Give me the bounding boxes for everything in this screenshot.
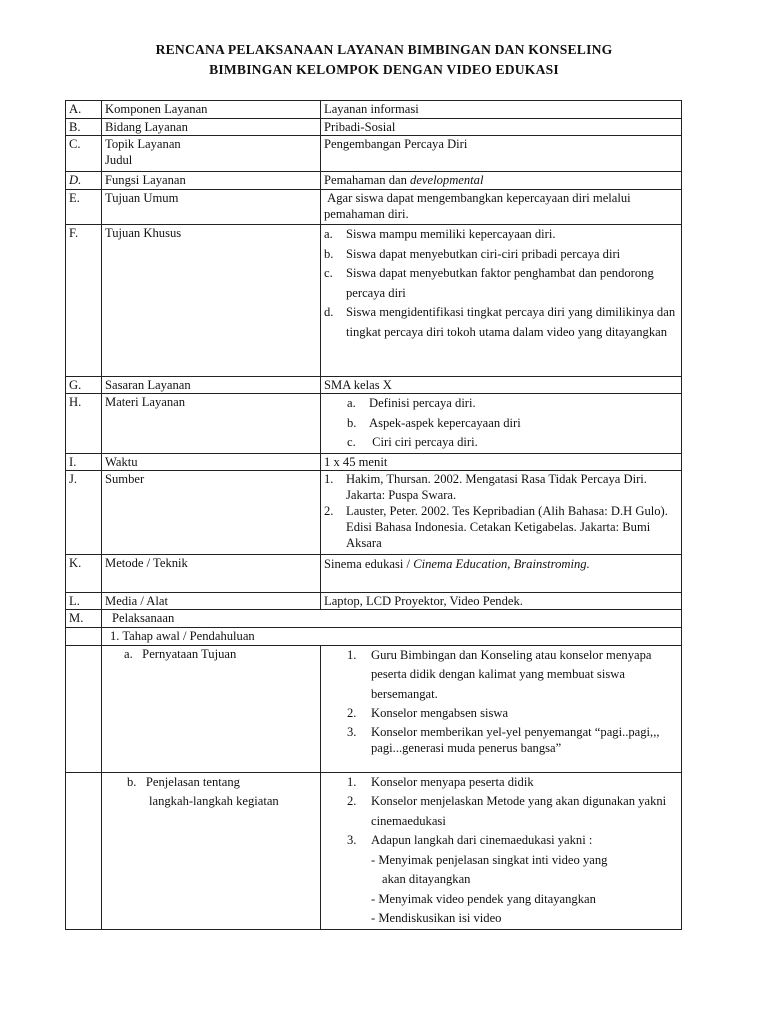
row-code: H. — [66, 394, 102, 454]
row-label: Sumber — [102, 470, 321, 554]
row-materi — [66, 394, 682, 454]
row-label: Sasaran Layanan — [102, 377, 321, 394]
row-value: Sinema edukasi / — [324, 556, 414, 571]
step-item: - Mendiskusikan isi video — [371, 911, 502, 925]
row-label: Fungsi Layanan — [102, 172, 321, 190]
row-value: Pengembangan Percaya Diri — [321, 136, 682, 172]
row-metode — [66, 554, 682, 592]
row-waktu — [66, 453, 682, 470]
row-value-italic: Cinema Education, Brainstroming. — [413, 556, 590, 571]
row-value: Layanan informasi — [321, 101, 682, 119]
row-code: C. — [66, 136, 102, 172]
row-media — [66, 592, 682, 609]
list-item: 3. Konselor memberikan yel-yel penyemangat “pagi..pagi,,, pagi...generasi muda penerus bangsa” — [347, 724, 660, 755]
row-label: Media / Alat — [102, 592, 321, 609]
row-label: Pelaksanaan — [102, 609, 682, 627]
activity-label: b. Penjelasan tentang — [127, 774, 240, 789]
row-label: Waktu — [102, 453, 321, 470]
row-label: Materi Layanan — [102, 394, 321, 454]
row-code: K. — [66, 554, 102, 592]
list-item: 2. Konselor menjelaskan Metode yang akan digunakan yakni cinemaedukasi — [347, 794, 667, 828]
document-title-line1: RENCANA PELAKSANAAN LAYANAN BIMBINGAN DAN KONSELING — [155, 42, 613, 57]
activity-label: a. Pernyataan Tujuan — [102, 645, 321, 772]
row-pernyataan-tujuan — [66, 645, 682, 772]
row-label: Metode / Teknik — [102, 554, 321, 592]
row-code: F. — [66, 225, 102, 377]
row-label: Tujuan Khusus — [102, 225, 321, 377]
row-code: L. — [66, 592, 102, 609]
row-code: I. — [66, 453, 102, 470]
row-value: Pribadi-Sosial — [321, 119, 682, 136]
list-item: b. Aspek-aspek kepercayaan diri — [347, 415, 521, 430]
activity-label-sub: langkah-langkah kegiatan — [149, 794, 279, 808]
row-code: J. — [66, 470, 102, 554]
row-value: 1 x 45 menit — [321, 453, 682, 470]
list-item: 1. Guru Bimbingan dan Konseling atau konselor menyapa peserta didik dengan kalimat yang membuat siswa bersemangat. — [347, 647, 652, 701]
step-item: - Menyimak video pendek yang ditayangkan — [371, 891, 596, 906]
row-value: Agar siswa dapat mengembangkan kepercayaan diri melalui pemahaman diri. — [321, 190, 682, 225]
row-sumber — [66, 470, 682, 554]
row-tujuan-umum — [66, 190, 682, 225]
row-label: Tujuan Umum — [102, 190, 321, 225]
list-item: c. Ciri ciri percaya diri. — [347, 435, 478, 449]
row-code: G. — [66, 377, 102, 394]
row-bidang — [66, 119, 682, 136]
step-item-cont: akan ditayangkan — [382, 872, 471, 886]
row-value: SMA kelas X — [321, 377, 682, 394]
row-value: Laptop, LCD Proyektor, Video Pendek. — [321, 592, 682, 609]
list-item: 2. Konselor mengabsen siswa — [347, 706, 509, 720]
row-pelaksanaan — [66, 609, 682, 627]
row-komponen — [66, 101, 682, 119]
row-code: M. — [66, 609, 102, 627]
list-item: 3. Adapun langkah dari cinemaedukasi yakni : — [347, 833, 593, 847]
row-tujuan-khusus — [66, 225, 682, 377]
row-label: Bidang Layanan — [102, 119, 321, 136]
row-label: Topik Layanan — [105, 137, 181, 151]
step-item: - Menyimak penjelasan singkat inti video yang — [371, 852, 608, 867]
list-item: 1. Hakim, Thursan. 2002. Mengatasi Rasa Tidak Percaya Diri. Jakarta: Puspa Swara. — [324, 471, 647, 502]
row-topik — [66, 136, 682, 172]
stage-label: 1. Tahap awal / Pendahuluan — [102, 627, 682, 645]
row-code: E. — [66, 190, 102, 225]
row-tahap-awal — [66, 627, 682, 645]
row-code: B. — [66, 119, 102, 136]
document-title-line2: BIMBINGAN KELOMPOK DENGAN VIDEO EDUKASI — [209, 62, 559, 77]
list-item: b. Siswa dapat menyebutkan ciri-ciri pribadi percaya diri — [324, 246, 621, 261]
row-label-sub: Judul — [105, 153, 133, 167]
list-item: a. Siswa mampu memiliki kepercayaan diri. — [324, 227, 556, 241]
row-fungsi — [66, 172, 682, 190]
list-item: 2. Lauster, Peter. 2002. Tes Kepribadian (Alih Bahasa: D.H Gulo). Edisi Bahasa Indonesia. Cetakan Ketigabelas. Jakarta: Bumi Aksara — [324, 503, 668, 550]
row-code: A. — [66, 101, 102, 119]
row-value-italic: developmental — [410, 173, 484, 187]
list-item: a. Definisi percaya diri. — [347, 396, 476, 410]
rpl-table — [65, 100, 682, 930]
row-sasaran — [66, 377, 682, 394]
list-item: c. Siswa dapat menyebutkan faktor penghambat dan pendorong percaya diri — [324, 266, 654, 300]
row-code: D. — [66, 172, 102, 190]
row-penjelasan — [66, 772, 682, 929]
list-item: 1. Konselor menyapa peserta didik — [347, 774, 534, 789]
row-value: Pemahaman dan — [324, 173, 411, 187]
list-item: d. Siswa mengidentifikasi tingkat percaya diri yang dimilikinya dan tingkat percaya diri tokoh utama dalam video yang ditayangkan — [324, 305, 676, 339]
row-label: Komponen Layanan — [102, 101, 321, 119]
